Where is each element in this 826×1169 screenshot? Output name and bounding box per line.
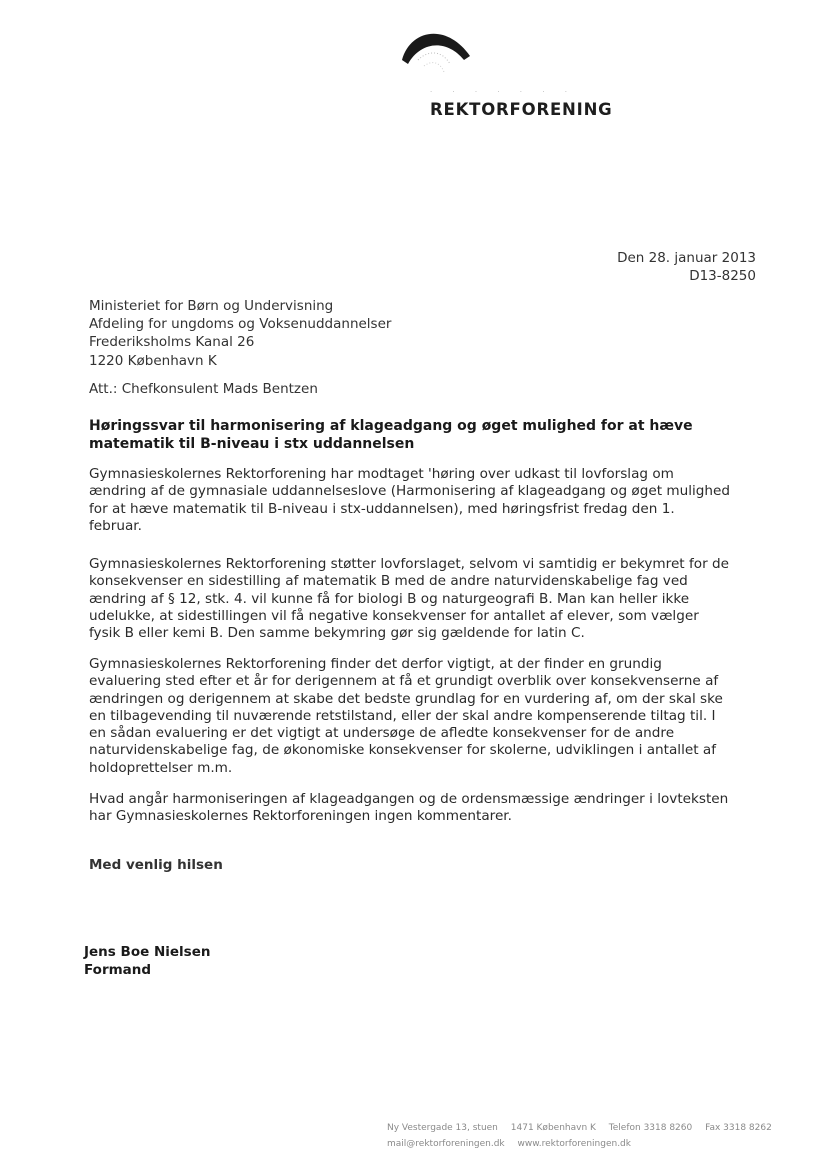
letter-reference: D13-8250	[689, 268, 756, 284]
footer-web[interactable]: www.rektorforeningen.dk	[517, 1139, 631, 1149]
text-line: naturvidenskabelige fag, de økonomiske konsekvenser for skolerne, udviklingen i antallet af	[89, 742, 716, 759]
org-name: REKTORFORENING	[430, 100, 613, 119]
text-line: Gymnasieskolernes Rektorforening støtter lovforslaget, selvom vi samtidig er bekymret for de	[89, 556, 729, 572]
text-line: Gymnasieskolernes Rektorforening har modtaget 'høring over udkast til lovforslag om	[89, 466, 674, 482]
text-line: en tilbagevending til nuværende retstilstand, eller der skal andre kompenserende tiltag til. I	[89, 707, 716, 724]
footer-address: Ny Vestergade 13, stuen	[387, 1123, 498, 1133]
date-block	[617, 249, 756, 285]
subject-line: Høringssvar til harmonisering af klageadgang og øget mulighed for at hæve	[89, 418, 693, 434]
text-line: ændring af de gymnasiale uddannelseslove (Harmonisering af klageadgang og øget mulighed	[89, 483, 731, 500]
text-line: for at hæve matematik til B-niveau i stx-uddannelsen), med høringsfrist fredag den 1.	[89, 500, 675, 517]
text-line: fysik B eller kemi B. Den samme bekymring gør sig gældende for latin C.	[89, 625, 585, 642]
text-line: ændringen og derigennem at skabe det bedste grundlag for en vurdering af, om der skal ske	[89, 690, 723, 707]
attention-line: Att.: Chefkonsulent Mads Bentzen	[89, 381, 318, 397]
text-line: ændring af § 12, stk. 4. vil kunne få for biologi B og naturgeografi B. Man kan heller ikke	[89, 590, 690, 607]
closing-salutation: Med venlig hilsen	[89, 857, 223, 873]
text-line: konsekvenser en sidestilling af matematik B med de andre naturvidenskabelige fag ved	[89, 573, 688, 590]
org-name-prefix: · · · · · · ·	[430, 88, 576, 96]
address-line: Ministeriet for Børn og Undervisning	[89, 298, 334, 314]
footer-city: 1471 København K	[510, 1123, 596, 1133]
body-paragraph-3	[89, 656, 759, 777]
body-paragraph-2	[89, 556, 759, 642]
signatory-title: Formand	[84, 962, 152, 978]
footer-email[interactable]: mail@rektorforeningen.dk	[387, 1139, 505, 1149]
recipient-address	[89, 297, 391, 370]
address-line: 1220 København K	[89, 352, 217, 369]
text-line: Hvad angår harmoniseringen af klageadgangen og de ordensmæssige ændringer i lovteksten	[89, 791, 729, 807]
address-line: Afdeling for ungdoms og Voksenuddannelser	[89, 316, 392, 333]
text-line: en sådan evaluering er det vigtigt at undersøge de afledte konsekvenser for de andre	[89, 725, 675, 742]
footer-phone: Telefon 3318 8260	[608, 1123, 693, 1133]
text-line: udelukke, at sidestillingen vil få negative konsekvenser for antallet af elever, som vælger	[89, 607, 699, 624]
subject-line: matematik til B-niveau i stx uddannelsen	[89, 436, 415, 452]
address-line: Frederiksholms Kanal 26	[89, 334, 255, 351]
body-paragraph-4	[89, 791, 759, 826]
footer-line-1	[387, 1120, 772, 1136]
signatory-name: Jens Boe Nielsen	[84, 944, 211, 960]
text-line: Gymnasieskolernes Rektorforening finder det derfor vigtigt, at der finder en grundig	[89, 656, 662, 672]
letter-footer	[387, 1120, 772, 1152]
footer-line-2	[387, 1136, 772, 1152]
footer-fax: Fax 3318 8262	[705, 1123, 772, 1133]
signature-block	[84, 943, 210, 979]
text-line: holdoprettelser m.m.	[89, 759, 233, 776]
body-paragraph-1	[89, 466, 759, 535]
text-line: har Gymnasieskolernes Rektorforeningen ingen kommentarer.	[89, 808, 512, 825]
letter-date: Den 28. januar 2013	[617, 250, 756, 266]
text-line: evaluering sted efter et år for derigennem at få et grundigt overblik over konsekvenserne af	[89, 673, 719, 690]
text-line: februar.	[89, 517, 142, 534]
letter-subject	[89, 417, 749, 453]
organization-logo-icon	[398, 20, 478, 82]
